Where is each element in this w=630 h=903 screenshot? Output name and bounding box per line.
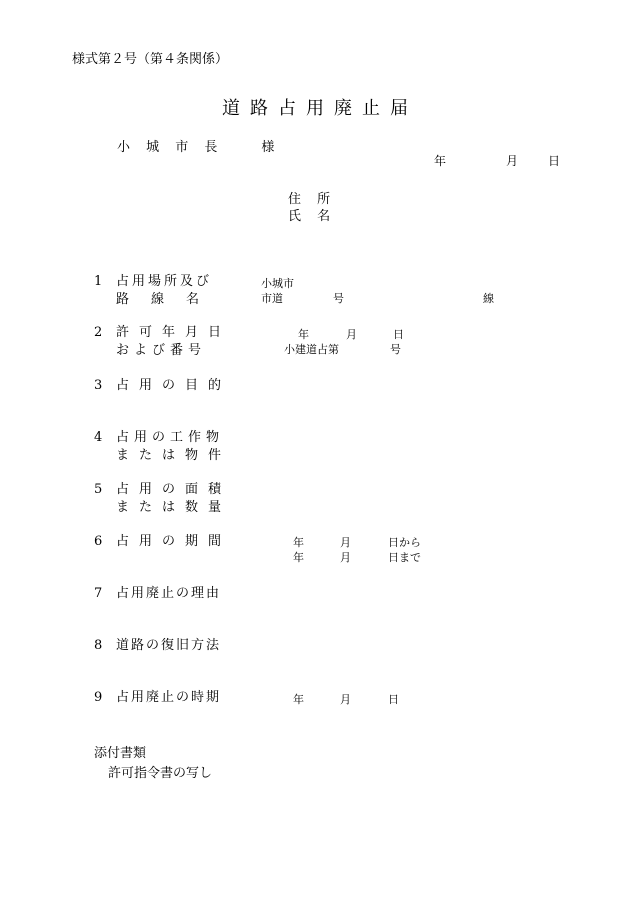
item-label-line1: 占用の目的 (116, 378, 232, 393)
item-value: 年 (293, 536, 304, 549)
item-number: 4 (94, 430, 103, 445)
item-label (116, 585, 224, 603)
item-label-line1: 占用の期間 (116, 534, 232, 549)
item-label (116, 273, 224, 309)
item-value: 号 (390, 343, 401, 356)
date-month: 月 (506, 154, 519, 168)
item-value: 小建道占第 (284, 343, 339, 356)
date-day: 日 (548, 154, 561, 168)
item-number: 2 (94, 325, 103, 340)
item-label-line1: 占用の面積 (116, 482, 232, 497)
addressee: 小 城 市 長 様 (117, 140, 281, 155)
item-label-line1: 占用場所及び (116, 274, 213, 289)
item-label (116, 481, 232, 517)
item-number: 7 (94, 586, 103, 601)
item-value: 日 (393, 328, 404, 341)
page-title: 道路占用廃止届 (222, 98, 418, 119)
item-label (116, 533, 232, 551)
item-label-line1: 占用廃止の理由 (116, 586, 222, 601)
item-value: 日 (388, 693, 399, 706)
item-label (116, 689, 224, 707)
item-label-line2: および番号 (116, 343, 207, 358)
item-value: 月 (340, 551, 351, 564)
item-label-line1: 許可年月日 (116, 325, 232, 340)
item-value: 号 (333, 292, 344, 305)
item-label-line1: 占用廃止の時期 (116, 690, 222, 705)
item-label (116, 637, 224, 655)
applicant-name-label: 氏 名 (288, 209, 337, 224)
item-number: 5 (94, 482, 103, 497)
item-number: 9 (94, 690, 103, 705)
item-number: 8 (94, 638, 103, 653)
item-value: 月 (340, 536, 351, 549)
attachments-title: 添付書類 (94, 746, 147, 761)
item-label-line1: 道路の復旧方法 (116, 638, 222, 653)
item-label-line2: または数量 (116, 500, 232, 515)
item-value: 年 (298, 328, 309, 341)
item-value: 線 (483, 292, 494, 305)
item-label-line1: 占用の工作物 (116, 430, 225, 445)
item-number: 1 (94, 274, 103, 289)
submission-date (434, 152, 560, 169)
item-value: 月 (340, 693, 351, 706)
item-label (116, 324, 232, 360)
applicant-address-label: 住 所 (288, 192, 337, 207)
attachments-item: 許可指令書の写し (108, 766, 213, 781)
item-value: 年 (293, 551, 304, 564)
item-number: 6 (94, 534, 103, 549)
item-value: 日から (388, 536, 421, 549)
item-label (116, 377, 232, 395)
item-value: 小城市 (261, 277, 294, 290)
item-label-line2: 路線名 (116, 292, 222, 307)
item-value: 市道 (261, 292, 283, 305)
form-number: 様式第２号（第４条関係） (72, 52, 229, 67)
item-value: 月 (346, 328, 357, 341)
item-value: 年 (293, 693, 304, 706)
item-number: 3 (94, 378, 103, 393)
item-value: 日まで (388, 551, 421, 564)
date-year: 年 (434, 154, 447, 168)
item-label (116, 429, 232, 465)
item-label-line2: または物件 (116, 448, 232, 463)
